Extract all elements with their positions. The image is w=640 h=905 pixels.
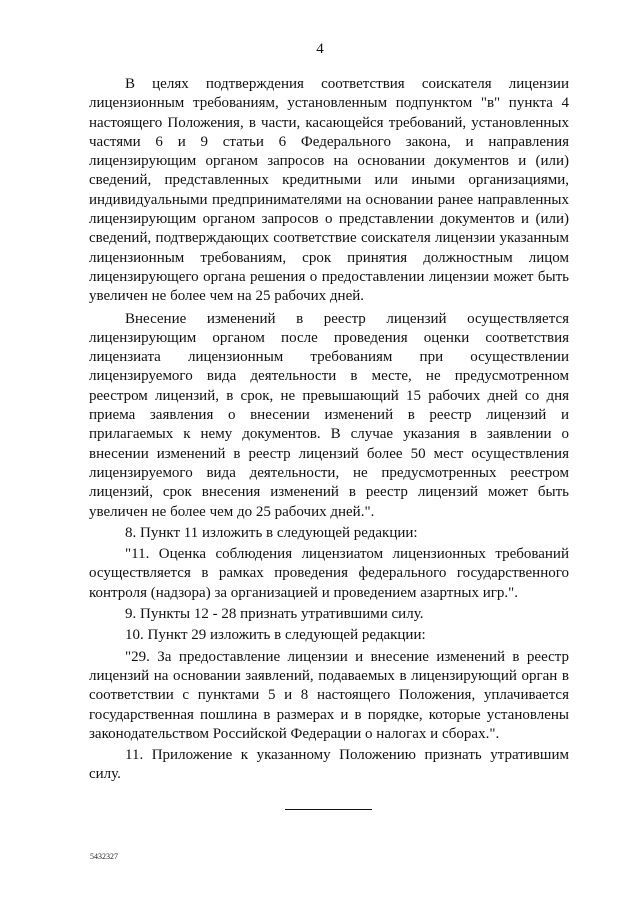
page-number: 4 [316,41,324,57]
paragraph-item-10: 10. Пункт 29 изложить в следующей редакции: [125,627,426,644]
end-separator-line [285,809,372,810]
paragraph-item-8: 8. Пункт 11 изложить в следующей редакции: [125,524,418,541]
document-code: 5432327 [90,852,118,861]
paragraph-item-29-text: "29. За предоставление лицензии и внесение изменений в реестр лицензий на основании заявлений, подаваемых в лицензирующий орган в соответствии с пунктами 5 и 8 настоящего Положения, уплачивается государственная пошлина в размерах и в порядке, которые установлены законодательством Российской Федерации о налогах и сборах.". [89,648,569,742]
paragraph-license-verification: В целях подтверждения соответствия соискателя лицензии лицензионным требованиям, установленным подпунктом "в" пункта 4 настоящего Положения, в части, касающейся требований, установленных частями 6 и 9 статьи 6 Федерального закона, и направления лицензирующим органом запросов на основании документов и (или) сведений, представленных кредитными или иными организациями, индивидуальными предпринимателями на основании ранее направленных лицензирующим органом запросов о представлении документов и (или) сведений, подтверждающих соответствие соискателя лицензии указанным лицензионным требованиям, срок принятия должностным лицом лицензирующего органа решения о предоставлении лицензии может быть увеличен не более чем на 25 рабочих дней. [89,76,569,305]
paragraph-item-11-appendix: 11. Приложение к указанному Положению признать утратившим силу. [89,747,569,783]
document-body [89,75,569,785]
paragraph-item-9: 9. Пункты 12 - 28 признать утратившими силу. [125,606,424,623]
paragraph-registry-changes: Внесение изменений в реестр лицензий осуществляется лицензирующим органом после проведения оценки соответствия лицензиата лицензионным требованиям при осуществлении лицензируемого вида деятельности в месте, не предусмотренном реестром лицензий, в срок, не превышающий 15 рабочих дней со дня приема заявления о внесении изменений в реестр лицензий и прилагаемых к нему документов. В случае указания в заявлении о внесении изменений в реестр лицензий более 50 мест осуществления лицензируемого вида деятельности, не предусмотренных реестром лицензий, срок внесения изменений в реестр лицензий может быть увеличен не более чем до 25 рабочих дней.". [89,310,569,520]
paragraph-item-11-text: "11. Оценка соблюдения лицензиатом лицензионных требований осуществляется в рамках проведения федерального государственного контроля (надзора) за организацией и проведением азартных игр.". [89,546,569,601]
